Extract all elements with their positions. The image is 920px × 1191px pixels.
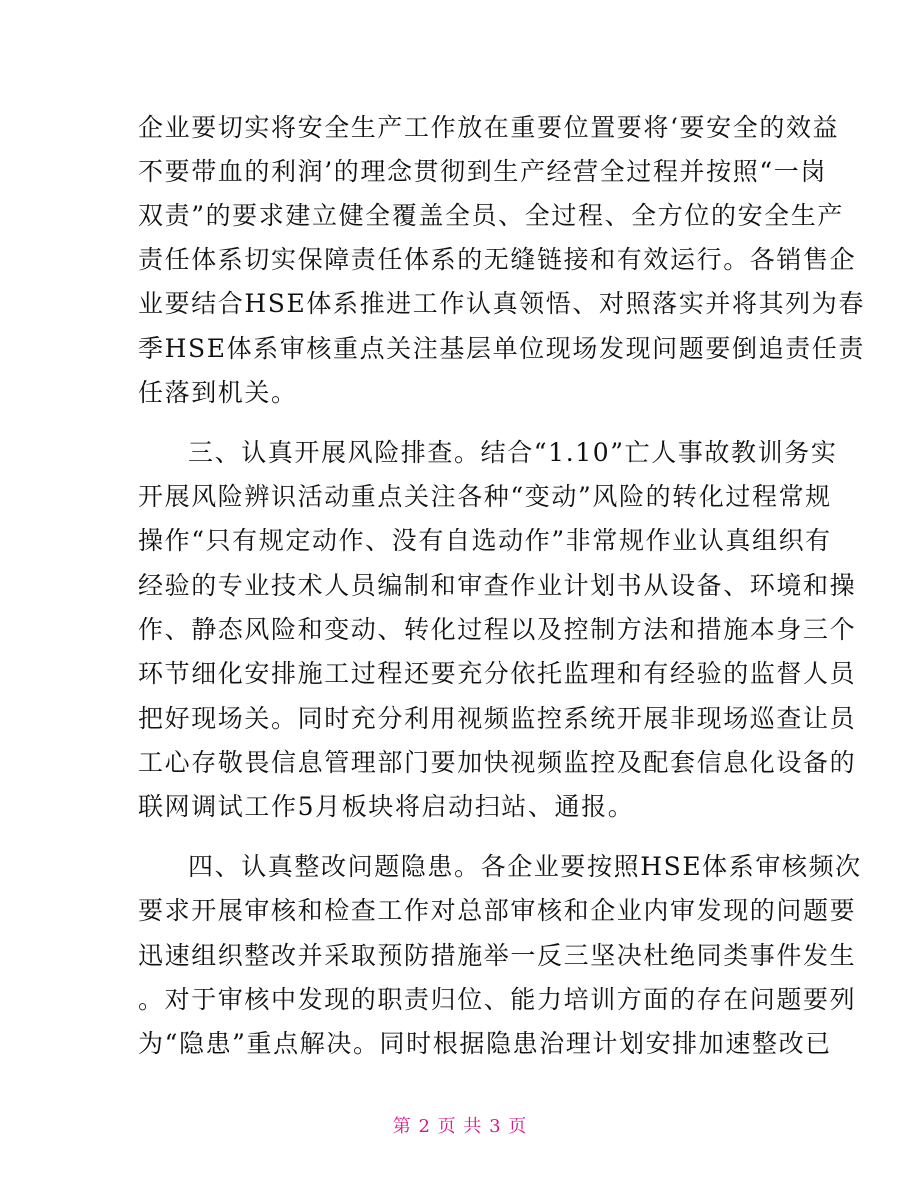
body-text-line: 作、静态风险和变动、转化过程以及控制方法和措施本身三个 xyxy=(138,615,857,644)
body-text-line: 业要结合HSE体系推进工作认真领悟、对照落实并将其列为春 xyxy=(138,289,865,318)
body-text-line: 经验的专业技术人员编制和审查作业计划书从设备、环境和操 xyxy=(138,571,857,600)
section-four-heading-line: 四、认真整改问题隐患。各企业要按照HSE体系审核频次 xyxy=(188,852,862,881)
body-text-line: 迅速组织整改并采取预防措施举一反三坚决杜绝同类事件发生 xyxy=(138,941,857,970)
body-text-line: 不要带血的利润’的理念贯彻到生产经营全过程并按照“一岗 xyxy=(138,157,827,186)
body-text-line: 季HSE体系审核重点关注基层单位现场发现问题要倒追责任责 xyxy=(138,334,865,363)
body-text-line: 开展风险辨识活动重点关注各种“变动”风险的转化过程常规 xyxy=(138,482,832,511)
body-text-line: 操作“只有规定动作、没有自选动作”非常规作业认真组织有 xyxy=(138,526,832,555)
body-text-line: 要求开展审核和检查工作对总部审核和企业内审发现的问题要 xyxy=(138,896,857,925)
body-text-line: 。对于审核中发现的职责归位、能力培训方面的存在问题要列 xyxy=(138,985,857,1014)
section-three-heading-line: 三、认真开展风险排查。结合“1.10”亡人事故教训务实 xyxy=(188,438,838,467)
body-text-line: 环节细化安排施工过程还要充分依托监理和有经验的监督人员 xyxy=(138,659,857,688)
body-text-line: 任落到机关。 xyxy=(138,378,298,407)
body-text-line: 为“隐患”重点解决。同时根据隐患治理计划安排加速整改已 xyxy=(138,1029,832,1058)
body-text-line: 工心存敬畏信息管理部门要加快视频监控及配套信息化设备的 xyxy=(138,748,857,777)
body-text-line: 双责”的要求建立健全覆盖全员、全过程、全方位的安全生产 xyxy=(138,201,844,230)
page-number-footer: 第 2 页 共 3 页 xyxy=(392,1116,528,1137)
body-text-line: 企业要切实将安全生产工作放在重要位置要将‘要安全的效益 xyxy=(138,113,840,142)
body-text-line: 把好现场关。同时充分利用视频监控系统开展非现场巡查让员 xyxy=(138,704,857,733)
body-text-line: 联网调试工作5月板块将启动扫站、通报。 xyxy=(138,792,635,821)
body-text-line: 责任体系切实保障责任体系的无缝链接和有效运行。各销售企 xyxy=(138,245,857,274)
